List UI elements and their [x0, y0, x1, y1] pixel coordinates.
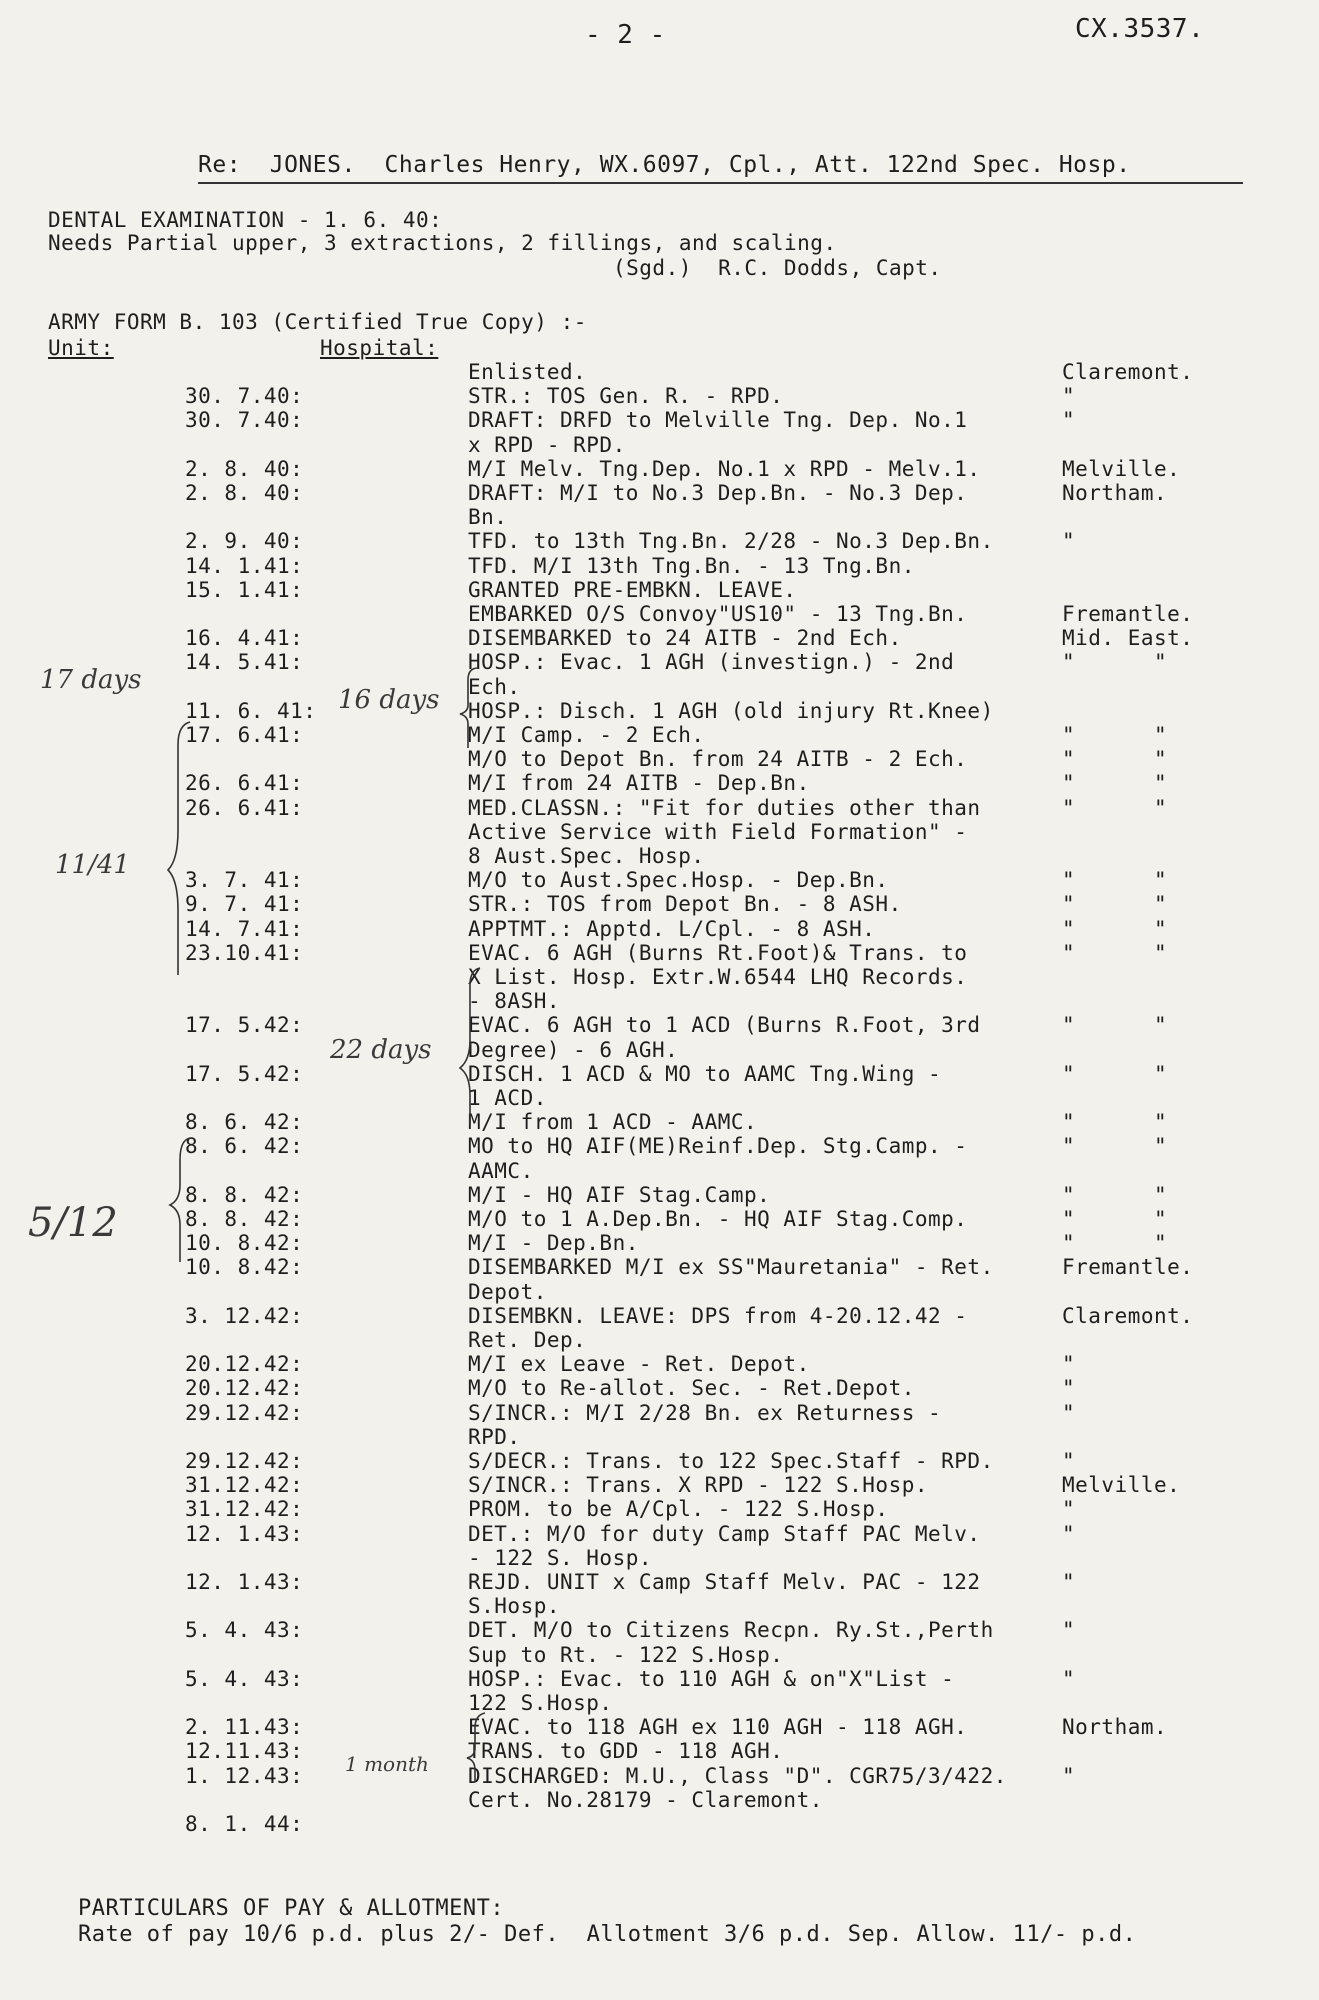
- bracket-5: [467, 1713, 485, 1782]
- entry-date: 30. 7.40:: [185, 384, 304, 409]
- handwritten-note-11-41: 11/41: [55, 850, 130, 880]
- entry-text: TRANS. to GDD - 118 AGH.: [468, 1739, 784, 1764]
- entry-text: HOSP.: Evac. to 110 AGH & on"X"List -: [468, 1666, 955, 1691]
- entry-date: 14. 5.41:: [185, 650, 304, 675]
- entry-text: S.Hosp.: [468, 1594, 561, 1619]
- entry-place: Melville.: [1062, 1473, 1181, 1498]
- entry-place: Northam.: [1062, 481, 1168, 505]
- column-unit-label: Unit:: [48, 336, 114, 360]
- entry-text: x RPD - RPD.: [468, 432, 626, 457]
- entry-place: ": [1062, 1449, 1076, 1473]
- entry-text: HOSP.: Evac. 1 AGH (investign.) - 2nd: [468, 650, 955, 675]
- entry-place: Fremantle.: [1062, 602, 1194, 626]
- entry-place: " ": [1062, 1013, 1168, 1038]
- entry-place: " ": [1062, 892, 1168, 917]
- entry-text: Ech.: [468, 674, 521, 699]
- entry-place: " ": [1062, 940, 1168, 965]
- entry-date: 31.12.42:: [185, 1473, 304, 1498]
- dental-details: Needs Partial upper, 3 extractions, 2 fillings, and scaling.: [48, 231, 837, 255]
- entry-place: Northam.: [1062, 1715, 1168, 1740]
- entry-date: 5. 4. 43:: [185, 1666, 304, 1691]
- entry-place: " ": [1062, 1207, 1168, 1231]
- entry-place: " ": [1062, 1110, 1168, 1135]
- entry-text: AAMC.: [468, 1158, 534, 1183]
- bracket-4: [170, 1138, 190, 1262]
- entry-text: DRAFT: M/I to No.3 Dep.Bn. - No.3 Dep.: [468, 481, 968, 505]
- entry-text: EVAC. 6 AGH to 1 ACD (Burns R.Foot, 3rd: [468, 1013, 981, 1038]
- entry-date: 8. 1. 44:: [185, 1812, 304, 1836]
- entry-date: 2. 8. 40:: [185, 481, 304, 505]
- entry-text: Ret. Dep.: [468, 1328, 587, 1352]
- entry-date: 20.12.42:: [185, 1376, 304, 1401]
- entry-text: 1 ACD.: [468, 1086, 547, 1110]
- entry-date: 10. 8.42:: [185, 1255, 304, 1280]
- pay-details: Rate of pay 10/6 p.d. plus 2/- Def. Allotment 3/6 p.d. Sep. Allow. 11/- p.d.: [78, 1922, 1137, 1947]
- entry-date: 8. 6. 42:: [185, 1134, 304, 1159]
- entry-text: M/I Camp. - 2 Ech.: [468, 723, 705, 747]
- page-number: - 2 -: [585, 20, 666, 50]
- entry-date: 2. 9. 40:: [185, 529, 304, 554]
- entry-text: EVAC. 6 AGH (Burns Rt.Foot)& Trans. to: [468, 940, 968, 965]
- bracket-2: [168, 722, 190, 975]
- entry-text: DISEMBARKED to 24 AITB - 2nd Ech.: [468, 626, 902, 651]
- entry-date: 9. 7. 41:: [185, 892, 304, 917]
- entry-date: 8. 8. 42:: [185, 1182, 304, 1207]
- entry-date: 17. 5.42:: [185, 1013, 304, 1038]
- entry-place: Claremont.: [1062, 1303, 1194, 1328]
- entry-text: TFD. M/I 13th Tng.Bn. - 13 Tng.Bn.: [468, 553, 915, 578]
- entry-place: ": [1062, 1497, 1076, 1522]
- entry-text: M/O to 1 A.Dep.Bn. - HQ AIF Stag.Comp.: [468, 1207, 968, 1231]
- entry-text: M/I - Dep.Bn.: [468, 1231, 639, 1256]
- entry-date: 29.12.42:: [185, 1400, 304, 1425]
- entry-date: 15. 1.41:: [185, 577, 304, 602]
- entry-date: 2. 11.43:: [185, 1715, 304, 1740]
- entry-text: - 8ASH.: [468, 989, 561, 1014]
- entry-text: M/O to Aust.Spec.Hosp. - Dep.Bn.: [468, 868, 889, 893]
- entry-date: 10. 8.42:: [185, 1231, 304, 1256]
- entry-place: " ": [1062, 1182, 1168, 1207]
- entry-place: Claremont.: [1062, 360, 1194, 384]
- entry-date: 23.10.41:: [185, 940, 304, 965]
- entry-text: Active Service with Field Formation" -: [468, 819, 968, 844]
- entry-text: REJD. UNIT x Camp Staff Melv. PAC - 122: [468, 1570, 981, 1594]
- entry-text: MED.CLASSN.: "Fit for duties other than: [468, 795, 981, 820]
- entry-date: 14. 1.41:: [185, 553, 304, 578]
- subject-line: Re: JONES. Charles Henry, WX.6097, Cpl., Att. 122nd Spec. Hosp.: [198, 152, 1131, 178]
- entry-place: ": [1062, 384, 1076, 409]
- entry-place: ": [1062, 529, 1076, 554]
- entry-text: STR.: TOS from Depot Bn. - 8 ASH.: [468, 892, 902, 917]
- entry-text: M/I ex Leave - Ret. Depot.: [468, 1352, 810, 1377]
- entry-text: 122 S.Hosp.: [468, 1691, 613, 1715]
- entry-text: PROM. to be A/Cpl. - 122 S.Hosp.: [468, 1497, 889, 1522]
- entry-text: S/INCR.: Trans. X RPD - 122 S.Hosp.: [468, 1473, 929, 1498]
- entry-date: 11. 6. 41:: [185, 698, 317, 723]
- entry-date: 5. 4. 43:: [185, 1618, 304, 1643]
- entry-place: Mid. East.: [1062, 626, 1194, 651]
- dental-signature: (Sgd.) R.C. Dodds, Capt.: [613, 256, 942, 280]
- entry-text: MO to HQ AIF(ME)Reinf.Dep. Stg.Camp. -: [468, 1134, 968, 1159]
- entry-date: 12. 1.43:: [185, 1521, 304, 1546]
- entry-place: " ": [1062, 723, 1168, 747]
- bracket-1: [460, 668, 478, 748]
- entry-place: " ": [1062, 1061, 1168, 1086]
- entry-date: 31.12.42:: [185, 1497, 304, 1522]
- entry-text: X List. Hosp. Extr.W.6544 LHQ Records.: [468, 965, 968, 989]
- entry-text: S/DECR.: Trans. to 122 Spec.Staff - RPD.: [468, 1449, 994, 1473]
- entry-text: Degree) - 6 AGH.: [468, 1037, 679, 1062]
- entry-place: Fremantle.: [1062, 1255, 1194, 1280]
- entry-text: Cert. No.28179 - Claremont.: [468, 1787, 823, 1812]
- entry-text: DET. M/O to Citizens Recpn. Ry.St.,Perth: [468, 1618, 994, 1643]
- entry-text: DET.: M/O for duty Camp Staff PAC Melv.: [468, 1521, 981, 1546]
- entry-date: 30. 7.40:: [185, 408, 304, 433]
- entry-text: DISEMBKN. LEAVE: DPS from 4-20.12.42 -: [468, 1303, 968, 1328]
- entry-place: ": [1062, 1521, 1076, 1546]
- entry-text: Sup to Rt. - 122 S.Hosp.: [468, 1642, 784, 1667]
- entry-text: S/INCR.: M/I 2/28 Bn. ex Returness -: [468, 1400, 942, 1425]
- entry-text: - 122 S. Hosp.: [468, 1545, 653, 1570]
- entry-text: DISEMBARKED M/I ex SS"Mauretania" - Ret.: [468, 1255, 994, 1280]
- entry-text: STR.: TOS Gen. R. - RPD.: [468, 384, 784, 409]
- handwritten-note-16-days: 16 days: [338, 685, 440, 715]
- entry-place: Melville.: [1062, 456, 1181, 481]
- entry-place: ": [1062, 408, 1076, 433]
- reference-number: CX.3537.: [1075, 14, 1205, 44]
- entry-date: 26. 6.41:: [185, 771, 304, 796]
- entry-text: 8 Aust.Spec. Hosp.: [468, 844, 705, 868]
- entry-place: ": [1062, 1763, 1076, 1788]
- entry-text: EVAC. to 118 AGH ex 110 AGH - 118 AGH.: [468, 1715, 968, 1740]
- entry-text: M/I - HQ AIF Stag.Camp.: [468, 1182, 771, 1207]
- entry-place: ": [1062, 1400, 1076, 1425]
- entry-text: DISCH. 1 ACD & MO to AAMC Tng.Wing -: [468, 1061, 942, 1086]
- entry-place: ": [1062, 1352, 1076, 1377]
- entry-date: 17. 6.41:: [185, 723, 304, 747]
- entry-date: 1. 12.43:: [185, 1763, 304, 1788]
- entry-date: 2. 8. 40:: [185, 456, 304, 481]
- handwritten-note-5-12: 5/12: [28, 1200, 118, 1246]
- entry-text: Bn.: [468, 505, 508, 530]
- entry-place: " ": [1062, 771, 1168, 796]
- entry-place: ": [1062, 1666, 1076, 1691]
- dental-heading: DENTAL EXAMINATION - 1. 6. 40:: [48, 208, 443, 232]
- entry-date: 3. 7. 41:: [185, 868, 304, 893]
- entry-date: 12. 1.43:: [185, 1570, 304, 1594]
- entry-text: Depot.: [468, 1279, 547, 1304]
- entry-text: Enlisted.: [468, 360, 587, 384]
- entry-date: 8. 8. 42:: [185, 1207, 304, 1231]
- entry-place: " ": [1062, 747, 1168, 772]
- handwritten-note-17-days: 17 days: [40, 665, 142, 695]
- entry-text: TFD. to 13th Tng.Bn. 2/28 - No.3 Dep.Bn.: [468, 529, 994, 554]
- entry-date: 20.12.42:: [185, 1352, 304, 1377]
- entry-place: ": [1062, 1618, 1076, 1643]
- entry-date: 12.11.43:: [185, 1739, 304, 1764]
- entry-text: HOSP.: Disch. 1 AGH (old injury Rt.Knee): [468, 698, 994, 723]
- entry-text: M/I from 24 AITB - Dep.Bn.: [468, 771, 810, 796]
- entry-place: ": [1062, 1376, 1076, 1401]
- entry-place: " ": [1062, 916, 1168, 941]
- entry-date: 14. 7.41:: [185, 916, 304, 941]
- column-hospital-label: Hospital:: [320, 336, 439, 360]
- entry-text: M/I from 1 ACD - AAMC.: [468, 1110, 758, 1135]
- entry-text: GRANTED PRE-EMBKN. LEAVE.: [468, 577, 797, 602]
- entry-date: 8. 6. 42:: [185, 1110, 304, 1135]
- entry-text: APPTMT.: Apptd. L/Cpl. - 8 ASH.: [468, 916, 876, 941]
- entry-place: " ": [1062, 1231, 1168, 1256]
- entry-text: DISCHARGED: M.U., Class "D". CGR75/3/422.: [468, 1763, 1007, 1788]
- entry-date: 3. 12.42:: [185, 1303, 304, 1328]
- entry-text: M/O to Depot Bn. from 24 AITB - 2 Ech.: [468, 747, 968, 772]
- handwritten-note-22-days: 22 days: [330, 1035, 432, 1065]
- entry-text: M/O to Re-allot. Sec. - Ret.Depot.: [468, 1376, 915, 1401]
- entry-date: 17. 5.42:: [185, 1061, 304, 1086]
- army-form-title: ARMY FORM B. 103 (Certified True Copy) :-: [48, 310, 587, 334]
- entry-text: RPD.: [468, 1424, 521, 1449]
- entry-date: 16. 4.41:: [185, 626, 304, 651]
- entry-text: DRAFT: DRFD to Melville Tng. Dep. No.1: [468, 408, 968, 433]
- entry-place: " ": [1062, 1134, 1168, 1159]
- handwritten-note-1-month: 1 month: [345, 1752, 429, 1776]
- entry-text: M/I Melv. Tng.Dep. No.1 x RPD - Melv.1.: [468, 456, 981, 481]
- bracket-3: [460, 968, 480, 1125]
- entry-place: " ": [1062, 795, 1168, 820]
- entry-place: ": [1062, 1570, 1076, 1594]
- entry-date: 26. 6.41:: [185, 795, 304, 820]
- entry-place: " ": [1062, 868, 1168, 893]
- entry-text: EMBARKED O/S Convoy"US10" - 13 Tng.Bn.: [468, 602, 968, 626]
- entry-place: " ": [1062, 650, 1168, 675]
- pay-heading: PARTICULARS OF PAY & ALLOTMENT:: [78, 1896, 505, 1921]
- entry-date: 29.12.42:: [185, 1449, 304, 1473]
